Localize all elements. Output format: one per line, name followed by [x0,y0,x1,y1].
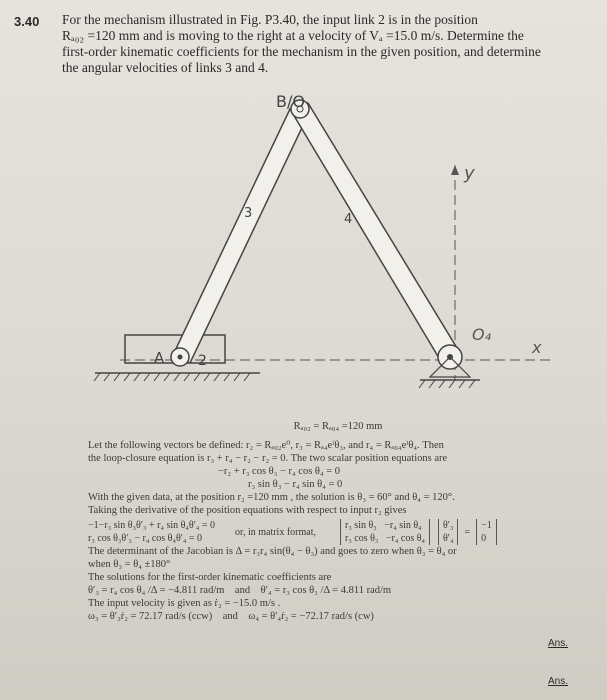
matrix-cell: −r₄ sin θ₄ [384,520,422,531]
theta3-coefficient: θ′₃ = r₄ cos θ₄ /Δ = −4.811 rad/m [88,585,225,596]
coefficient-solution [88,584,588,597]
label-link-4: 4 [344,212,353,227]
solution-line: Rₐ₀₂ = Rₐ₀₄ =120 mm [293,421,383,432]
solution-line: The solutions for the first-order kinematic coefficients are [88,572,332,583]
label-pin-b: B/O [276,95,305,111]
solution-line: Let the following vectors be defined: r₂ = Rₐ₀₂e⁰, r₃ = Rₐ₄eⁱθ₃, and r₄ = Rₐ₀₄eⁱθ₄. Then [88,440,444,451]
solution-line: With the given data, at the position r₂ =120 mm , the solution is θ₃ = 60° and θ₄ = 120°. [88,492,455,503]
matrix-cell: r₃ cos θ₃ [344,533,379,544]
theta4-coefficient: θ′₄ = r₃ cos θ₃ /Δ = 4.811 rad/m [260,585,392,596]
omega4: ω₄ = θ′₄ṙ₂ = −72.17 rad/s (cw) [248,611,374,622]
position-equation: r₃ sin θ₃ − r₄ sin θ₄ = 0 [248,479,343,490]
matrix-equation: r₃ sin θ₃ −r₄ sin θ₄ r₃ cos θ₃ −r₄ cos θ₄ θ′₃ θ′₄ = −1 0 [336,519,501,545]
vector-cell: θ′₃ [442,520,454,531]
derivative-block [88,519,588,545]
label-pin-a: A [154,349,165,367]
matrix-text: or, in matrix format, [235,526,316,538]
vector-cell: θ′₄ [442,533,454,544]
answer-mark-1: Ans. [548,638,569,649]
solution-line: The determinant of the Jacobian is Δ = r₃r₄ sin(θ₄ − θ₃) and goes to zero when θ₃ = θ₄ or [88,546,457,557]
and-text: and [234,585,251,596]
statement-line: first-order kinematic coefficients for the mechanism in the given position, and determine [62,44,541,59]
solution-text [88,420,588,623]
label-x-axis: x [532,338,542,357]
label-y-axis: y [464,163,475,184]
answer-mark-2: Ans. [548,676,569,687]
label-o4: O₄ [472,325,492,344]
matrix-cell: r₃ sin θ₃ [344,520,377,531]
label-link-3: 3 [244,206,253,221]
solution-line: when θ₃ = θ₄ ±180° [88,559,171,570]
problem-statement [62,12,582,76]
vector-cell: 0 [481,533,487,544]
solution-line: Taking the derivative of the position equations with respect to input r₂ gives [88,505,407,516]
angular-velocity-solution [88,610,588,623]
statement-line: Rₐ₀₂ =120 mm and is moving to the right at a velocity of Vₐ =15.0 m/s. Determine the [62,28,524,43]
vector-cell: −1 [481,520,492,531]
omega3: ω₃ = θ′₃ṙ₂ = 72.17 rad/s (ccw) [88,611,213,622]
solution-line: the loop-closure equation is r₃ + r₄ − r₂ − r₂ = 0. The two scalar position equations are [88,453,448,464]
statement-line: For the mechanism illustrated in Fig. P3.40, the input link 2 is in the position [62,12,478,27]
mechanism-figure [80,95,580,415]
problem-number: 3.40 [14,14,40,29]
and-text: and [222,611,238,622]
position-equation: −r₂ + r₃ cos θ₃ − r₄ cos θ₄ = 0 [218,466,341,477]
matrix-cell: −r₄ cos θ₄ [385,533,425,544]
solution-line: The input velocity is given as ṙ₂ = −15.0 m/s . [88,598,281,609]
label-link-2: 2 [198,353,207,369]
statement-line: the angular velocities of links 3 and 4. [62,60,269,75]
derivative-equation: r₃ cos θ₃θ′₃ − r₄ cos θ₄θ′₄ = 0 [88,533,203,544]
derivative-equation: −1−r₃ sin θ₃θ′₃ + r₄ sin θ₄θ′₄ = 0 [88,520,216,531]
